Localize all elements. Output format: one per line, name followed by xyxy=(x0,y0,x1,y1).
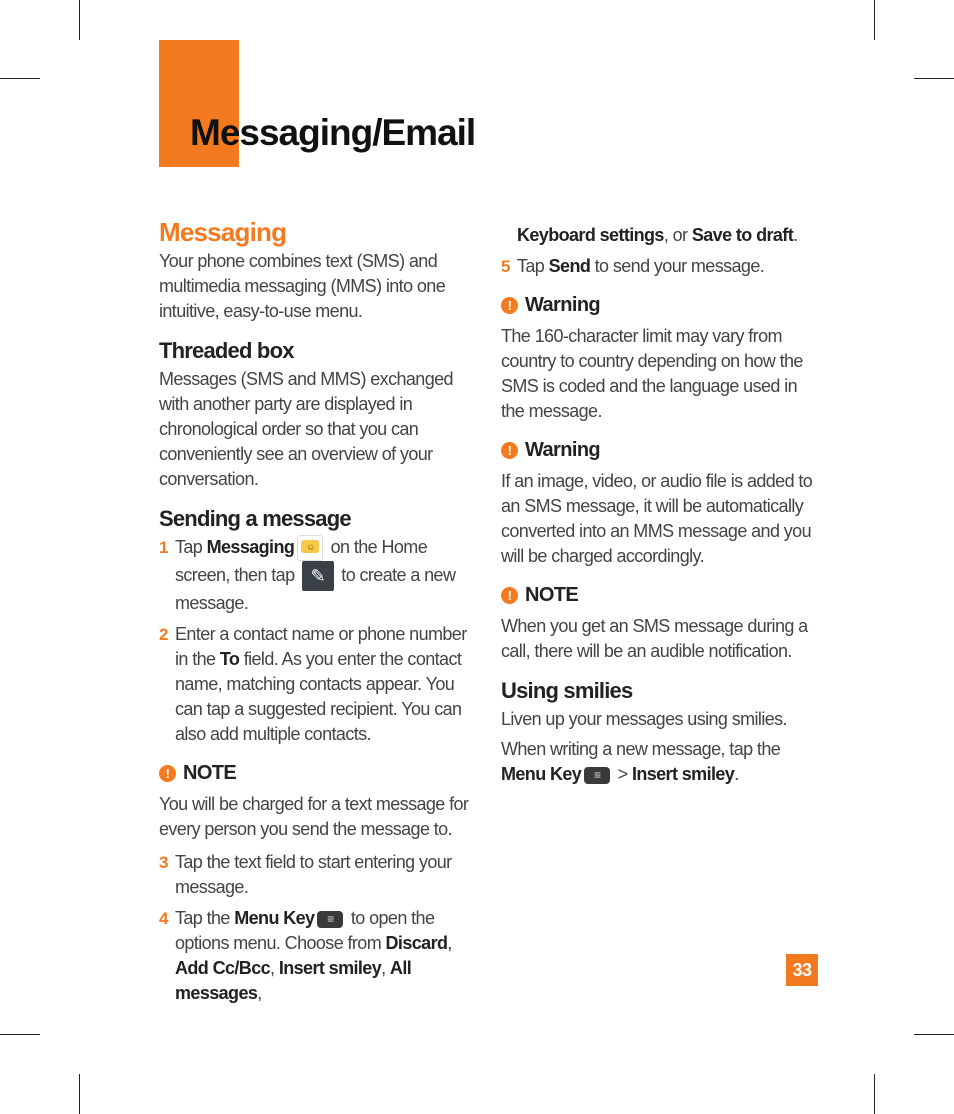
warning-heading: ! Warning xyxy=(501,293,821,318)
crop-mark xyxy=(0,1034,40,1035)
note-paragraph: When you get an SMS message during a call, there will be an audible notification. xyxy=(501,616,808,661)
crop-mark xyxy=(79,1074,80,1114)
warning-heading: ! Warning xyxy=(501,438,821,463)
step-number: 2 xyxy=(159,625,168,645)
step-number: 3 xyxy=(159,853,168,873)
threaded-box-heading: Threaded box xyxy=(159,338,294,363)
note-heading: ! NOTE xyxy=(159,761,477,786)
exclamation-icon: ! xyxy=(501,297,518,314)
step-2: 2 Enter a contact name or phone number in the To field. As you enter the contact name, matching contacts appear. You can tap a suggested recipient. You can also add multiple contacts. xyxy=(159,624,467,745)
step-number: 4 xyxy=(159,909,168,929)
intro-paragraph: Your phone combines text (SMS) and multimedia messaging (MMS) into one intuitive, easy-to-use menu. xyxy=(159,251,446,321)
crop-mark xyxy=(874,0,875,40)
step-1: 1 Tap Messaging ☺ on the Home screen, then tap ✎ to create a new message. xyxy=(159,537,456,614)
step-5: 5 Tap Send to send your message. xyxy=(501,254,821,279)
using-smilies-heading: Using smilies xyxy=(501,678,633,703)
crop-mark xyxy=(79,0,80,40)
crop-mark xyxy=(914,1034,954,1035)
menu-key-icon: ≡ xyxy=(317,911,343,928)
menu-key-icon: ≡ xyxy=(584,767,610,784)
chapter-title: Messaging/Email xyxy=(190,112,476,153)
page-number: 33 xyxy=(786,954,818,986)
note-heading: ! NOTE xyxy=(501,583,821,608)
warning-paragraph: The 160-character limit may vary from country to country depending on how the SMS is coded and the language used in the message. xyxy=(501,326,803,421)
step-4: 4 Tap the Menu Key ≡ to open the options menu. Choose from Discard, Add Cc/Bcc, Insert smiley, All messages, xyxy=(159,908,452,1004)
threaded-box-paragraph: Messages (SMS and MMS) exchanged with another party are displayed in chronological order so that you can conveniently see an overview of your conversation. xyxy=(159,369,453,489)
step-3: 3 Tap the text field to start entering your message. xyxy=(159,852,452,898)
step-number: 1 xyxy=(159,538,168,557)
exclamation-icon: ! xyxy=(501,587,518,604)
exclamation-icon: ! xyxy=(159,765,176,782)
smilies-paragraph: Liven up your messages using smilies. xyxy=(501,709,787,729)
step-4-continued: Keyboard settings, or Save to draft. xyxy=(517,225,798,245)
step-number: 5 xyxy=(501,257,510,276)
right-column xyxy=(501,220,821,787)
note-paragraph: You will be charged for a text message for every person you send the message to. xyxy=(159,794,469,840)
smilies-instructions: When writing a new message, tap the Menu Key ≡ > Insert smiley. xyxy=(501,739,781,784)
exclamation-icon: ! xyxy=(501,442,518,459)
crop-mark xyxy=(914,78,954,79)
crop-mark xyxy=(0,78,40,79)
messaging-term: Messaging xyxy=(206,537,295,557)
sending-message-heading: Sending a message xyxy=(159,506,351,531)
left-column xyxy=(159,217,477,1012)
crop-mark xyxy=(874,1074,875,1114)
compose-icon: ✎ xyxy=(302,561,334,591)
section-title: Messaging xyxy=(159,217,287,247)
warning-paragraph: If an image, video, or audio file is added to an SMS message, it will be automatically converted into an MMS message and you will be charged accordingly. xyxy=(501,471,813,566)
messaging-app-icon: ☺ xyxy=(297,535,323,561)
